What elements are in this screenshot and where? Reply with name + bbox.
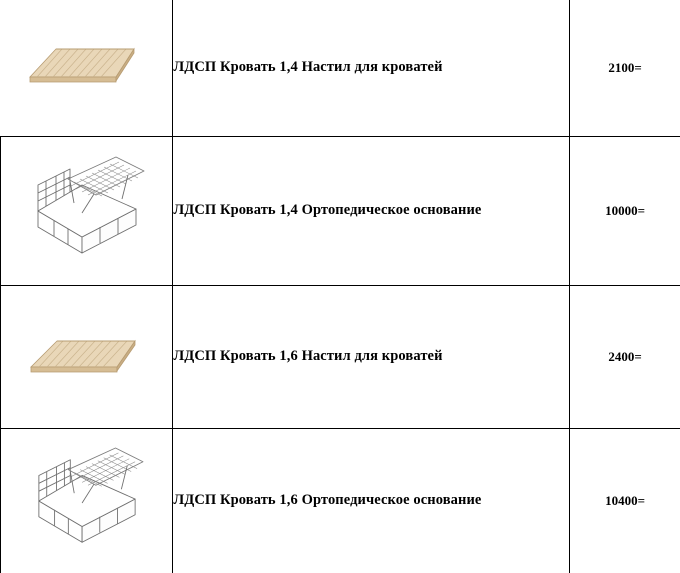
product-image-cell <box>1 286 173 429</box>
bed-orthopedic-lift-base-14-icon <box>24 155 150 267</box>
bed-slat-base-flat-16-icon <box>17 325 157 389</box>
table-row <box>1 429 680 573</box>
product-name-cell <box>173 137 570 286</box>
product-price-cell <box>570 0 680 137</box>
product-price-cell <box>570 286 680 429</box>
product-name: ЛДСП Кровать 1,6 Ортопедическое основание <box>173 492 481 508</box>
table-row <box>1 0 680 137</box>
table-row <box>1 286 680 429</box>
product-name-cell <box>173 0 570 137</box>
product-name: ЛДСП Кровать 1,4 Ортопедическое основание <box>173 202 481 218</box>
product-image-cell <box>1 0 173 137</box>
bed-slat-base-flat-14-icon <box>16 33 156 103</box>
product-image-cell <box>1 137 173 286</box>
product-name: ЛДСП Кровать 1,6 Настил для кроватей <box>173 348 442 364</box>
product-name-cell <box>173 286 570 429</box>
product-price-cell <box>570 137 680 286</box>
product-price: 10400= <box>605 493 645 509</box>
bed-orthopedic-lift-base-16-icon <box>24 446 150 556</box>
table-row <box>1 137 680 286</box>
product-price: 10000= <box>605 203 645 219</box>
product-image-cell <box>1 429 173 573</box>
product-price-cell <box>570 429 680 573</box>
product-name: ЛДСП Кровать 1,4 Настил для кроватей <box>173 59 442 75</box>
product-price: 2100= <box>608 60 641 76</box>
product-price: 2400= <box>608 349 641 365</box>
product-name-cell <box>173 429 570 573</box>
